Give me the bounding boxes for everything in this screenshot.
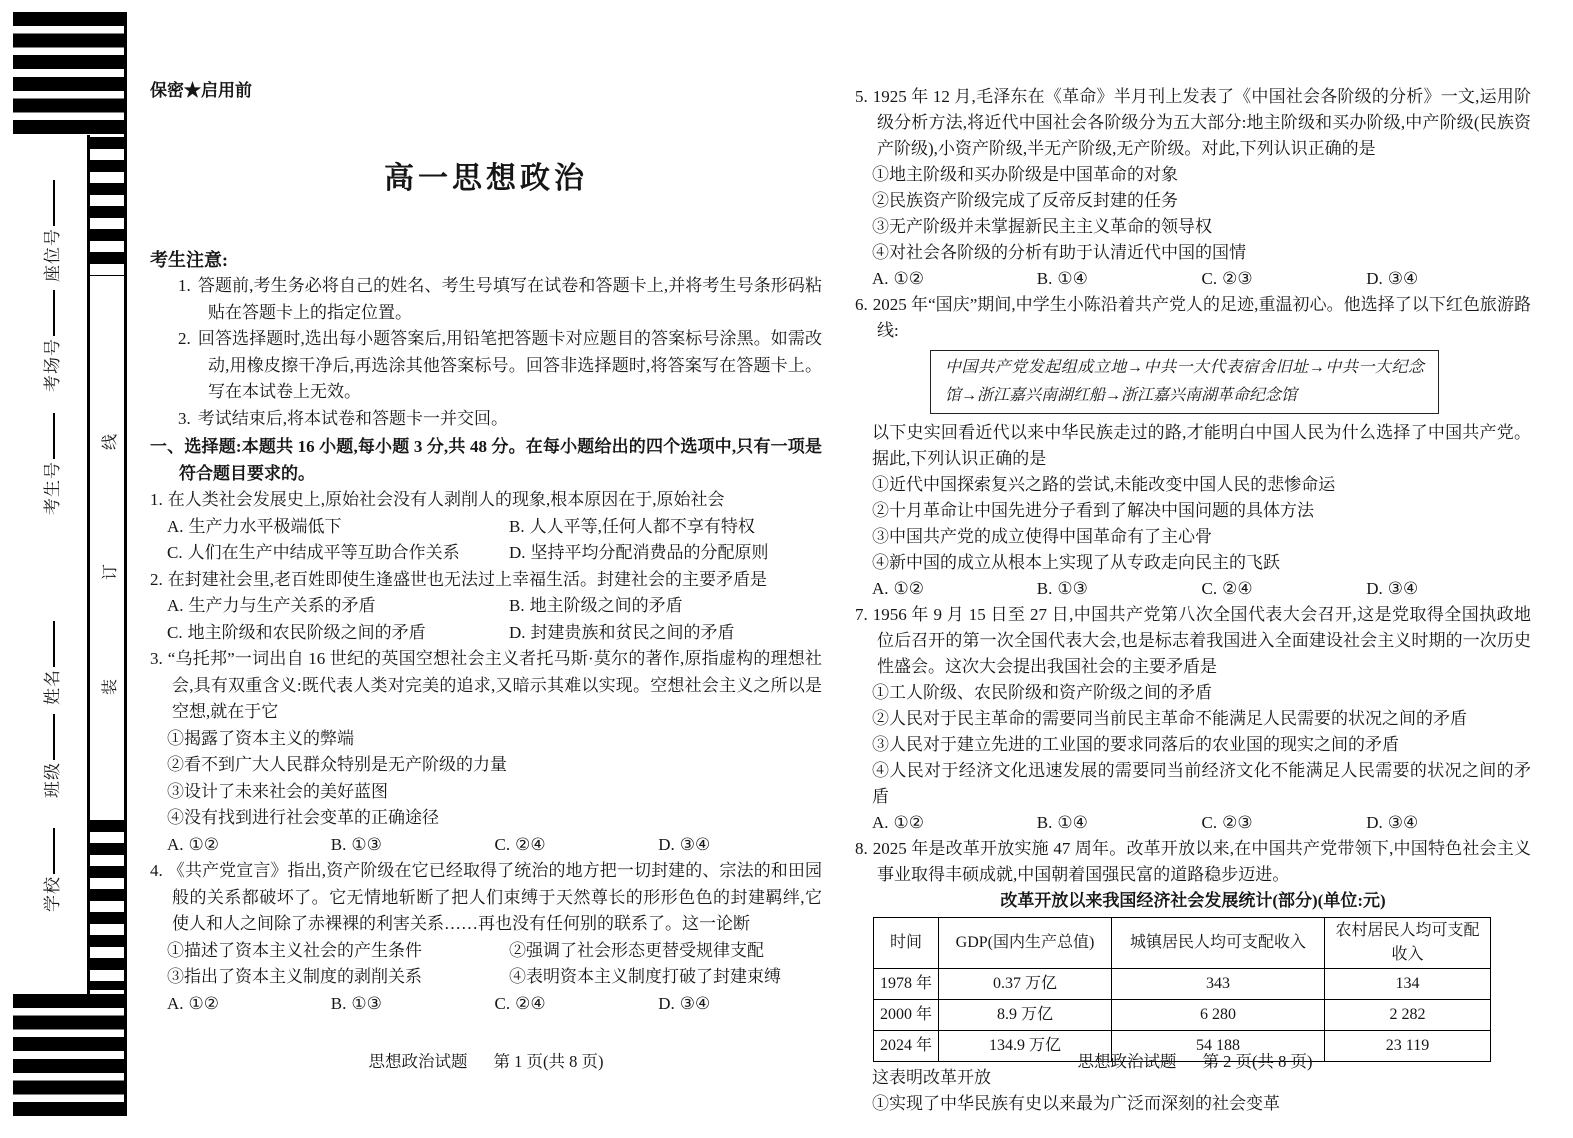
option-text: ③④ xyxy=(1387,579,1419,598)
fill-in-line xyxy=(53,828,55,874)
table-cell: 54 188 xyxy=(1112,1031,1325,1062)
question-6 xyxy=(855,292,1531,602)
exam-page-2 xyxy=(855,84,1531,1117)
exam-title: 高一思想政治 xyxy=(384,161,588,195)
option-text: ②③ xyxy=(1222,813,1253,832)
question-5 xyxy=(855,84,1531,292)
option xyxy=(1366,810,1531,836)
option xyxy=(1037,576,1202,602)
option-label: D. xyxy=(1366,269,1383,288)
table-cell: 1978 年 xyxy=(874,969,939,1000)
question-7 xyxy=(855,602,1531,836)
sub-option: ④对社会各阶级的分析有助于认清近代中国的国情 xyxy=(872,243,1246,262)
binding-stripes-top xyxy=(88,137,125,276)
section-heading: 一、选择题:本题共 16 小题,每小题 3 分,共 48 分。在每小题给出的四个选项中,只有一项是符合题目要求的。 xyxy=(150,437,822,483)
sub-option: ③中国共产党的成立使得中国革命有了主心骨 xyxy=(872,527,1212,546)
option-row xyxy=(150,620,822,647)
option-label: C. xyxy=(494,834,511,854)
option-row xyxy=(855,810,1531,836)
option xyxy=(167,991,331,1018)
option xyxy=(1202,576,1367,602)
secrecy-notice: 保密★启用前 xyxy=(150,81,252,100)
option-text: ①④ xyxy=(1057,269,1088,288)
option-text: ①② xyxy=(893,813,925,832)
option-label: D. xyxy=(509,543,526,562)
page-footer-2 xyxy=(857,1048,1533,1072)
option-text: 人人平等,任何人都不享有特权 xyxy=(529,516,755,536)
option-text: ①③ xyxy=(351,993,382,1013)
option-text: ①③ xyxy=(1057,579,1088,598)
option-text: 地主阶级和农民阶级之间的矛盾 xyxy=(187,622,426,642)
sub-option: ②看不到广大人民群众特别是无产阶级的力量 xyxy=(167,755,507,774)
question-stem-continued: 以下史实回看近代以来中华民族走过的路,才能明白中国人民为什么选择了中国共产党。据此,下列认识正确的是 xyxy=(872,423,1531,468)
table-cell: 2024 年 xyxy=(874,1031,939,1062)
sub-option: ①揭露了资本主义的弊端 xyxy=(167,728,354,748)
table-cell: 2 282 xyxy=(1325,1000,1491,1031)
notice-heading: 考生注意: xyxy=(150,249,228,270)
option-row xyxy=(150,593,822,620)
option-text: ②④ xyxy=(515,993,546,1013)
footer-page-number: 第 2 页(共 8 页) xyxy=(1202,1052,1313,1071)
table-cell: 343 xyxy=(1112,969,1325,1000)
table-row xyxy=(874,969,1491,1000)
option-label: C. xyxy=(1201,813,1218,832)
sub-option: ①地主阶级和买办阶级是中国革命的对象 xyxy=(872,165,1178,184)
footer-doc-name: 思想政治试题 xyxy=(368,1052,468,1071)
notice-item-number: 1. xyxy=(178,276,191,295)
option xyxy=(1037,810,1202,836)
option-text: ③④ xyxy=(679,834,711,854)
field-label-text: 考生号 xyxy=(43,461,62,515)
binding-char-xian: 线 xyxy=(102,433,119,450)
field-label-text: 座位号 xyxy=(43,228,62,282)
option-label: A. xyxy=(167,993,184,1013)
option xyxy=(1202,810,1367,836)
option-label: B. xyxy=(509,516,525,536)
field-label-class xyxy=(38,714,63,798)
sub-option: ③无产阶级并未掌握新民主主义革命的领导权 xyxy=(872,217,1212,236)
table-header-cell: 时间 xyxy=(874,918,939,969)
question-stem: 2025 年“国庆”期间,中学生小陈沿着共产党人的足迹,重温初心。他选择了以下红色旅游路线: xyxy=(872,295,1531,340)
question-stem: 1956 年 9 月 15 日至 27 日,中国共产党第八次全国代表大会召开,这是党取得全国执政地位后召开的第一次全国代表大会,也是标志着我国进入全面建设社会主义时期的一次历史性盛会。这次大会提出我国社会的主要矛盾是 xyxy=(872,605,1531,676)
option-label: B. xyxy=(509,596,525,615)
option-text: ②④ xyxy=(1222,579,1253,598)
option-label: A. xyxy=(167,596,184,615)
question-stem: 1925 年 12 月,毛泽东在《革命》半月刊上发表了《中国社会各阶级的分析》一文,运用阶级分析方法,将近代中国社会各阶级分为五大部分:地主阶级和买办阶级,中产阶级(民族资产阶级),小资产阶级,半无产阶级,无产阶级。对此,下列认识正确的是 xyxy=(872,87,1531,158)
table-row xyxy=(874,1000,1491,1031)
question-stem: 在人类社会发展史上,原始社会没有人剥削人的现象,根本原因在于,原始社会 xyxy=(167,490,725,509)
exam-page-1 xyxy=(150,78,822,1017)
binding-rule-left xyxy=(87,135,90,995)
option-label: B. xyxy=(330,993,347,1013)
option xyxy=(1202,266,1367,292)
option xyxy=(1366,576,1531,602)
notice-item-text: 答题前,考生务必将自己的姓名、考生号填写在试卷和答题卡上,并将考生号条形码粘贴在答题卡上的指定位置。 xyxy=(197,276,822,322)
option-label: C. xyxy=(167,543,183,562)
option-row xyxy=(855,266,1531,292)
notice-item-number: 3. xyxy=(178,408,191,428)
fill-in-line xyxy=(53,290,55,336)
option xyxy=(331,832,495,859)
notice-item-number: 2. xyxy=(178,329,191,348)
registration-bars-bottom xyxy=(13,994,124,1116)
option-label: C. xyxy=(494,993,511,1013)
option xyxy=(658,832,822,859)
table-cell: 0.37 万亿 xyxy=(939,969,1112,1000)
option xyxy=(872,266,1037,292)
table-cell: 134 xyxy=(1325,969,1491,1000)
table-cell: 6 280 xyxy=(1112,1000,1325,1031)
sub-option: ③指出了资本主义制度的剥削关系 xyxy=(167,967,422,986)
table-cell: 23 119 xyxy=(1325,1031,1491,1062)
option xyxy=(167,620,509,647)
option-row xyxy=(150,514,822,541)
option-label: D. xyxy=(509,622,526,642)
option-text: 生产力与生产关系的矛盾 xyxy=(188,596,376,615)
question-number: 7. xyxy=(855,605,868,624)
fill-in-line xyxy=(53,621,55,667)
field-label-text: 姓名 xyxy=(43,669,62,705)
table-header-cell: 城镇居民人均可支配收入 xyxy=(1112,918,1325,969)
option xyxy=(509,514,822,541)
field-label-text: 学校 xyxy=(43,876,62,912)
option-text: 生产力水平极端低下 xyxy=(188,516,342,536)
sub-option: ②民族资产阶级完成了反帝反封建的任务 xyxy=(872,191,1178,210)
question-number: 5. xyxy=(855,87,868,106)
option xyxy=(658,991,822,1018)
question-number: 3. xyxy=(150,649,163,668)
option-label: A. xyxy=(167,516,184,536)
questions-column-left xyxy=(150,487,822,1017)
fill-in-line xyxy=(53,413,55,459)
notice-item xyxy=(178,406,822,433)
option-text: ③④ xyxy=(679,993,711,1013)
option-label: D. xyxy=(1366,579,1383,598)
sub-option: ④表明资本主义制度打破了封建束缚 xyxy=(509,967,781,986)
option-text: ①④ xyxy=(1057,813,1088,832)
option-text: ①③ xyxy=(351,834,382,854)
route-box: 中国共产党发起组成立地→中共一大代表宿舍旧址→中共一大纪念馆→浙江嘉兴南湖红船→浙江嘉兴南湖革命纪念馆 xyxy=(930,350,1439,414)
sub-option: ②强调了社会形态更替受规律支配 xyxy=(509,940,764,960)
option xyxy=(167,832,331,859)
question-3 xyxy=(150,646,822,858)
option-label: D. xyxy=(658,834,675,854)
option-text: 人们在生产中结成平等互助合作关系 xyxy=(187,543,460,562)
option xyxy=(509,540,822,567)
notice-item xyxy=(178,273,822,326)
option-row xyxy=(150,540,822,567)
table-cell: 134.9 万亿 xyxy=(939,1031,1112,1062)
option-text: ①② xyxy=(188,834,220,854)
option-text: ②④ xyxy=(515,834,546,854)
sub-option-row xyxy=(150,964,822,991)
binding-char-ding: 订 xyxy=(102,563,119,580)
field-label-school xyxy=(38,828,63,912)
option-label: A. xyxy=(167,834,184,854)
page-footer-1 xyxy=(150,1048,822,1072)
option-row xyxy=(150,832,822,859)
question-number: 2. xyxy=(150,569,163,589)
sub-option: ①工人阶级、农民阶级和资产阶级之间的矛盾 xyxy=(872,683,1212,702)
notice-list xyxy=(178,273,822,432)
question-number: 4. xyxy=(150,861,163,880)
question-8 xyxy=(855,836,1531,1117)
notice-item xyxy=(178,326,822,406)
sub-option: ③设计了未来社会的美好蓝图 xyxy=(167,781,388,801)
binding-rule-right xyxy=(124,12,127,1116)
registration-bars-top xyxy=(13,12,124,134)
sub-option: ④人民对于经济文化迅速发展的需要同当前经济文化不能满足人民需要的状况之间的矛盾 xyxy=(872,761,1531,806)
binding-char-zhuang: 装 xyxy=(102,678,119,695)
option-row xyxy=(855,576,1531,602)
table-header-cell: GDP(国内生产总值) xyxy=(939,918,1112,969)
option-text: ①② xyxy=(893,269,925,288)
post-table-line: 这表明改革开放 xyxy=(872,1068,991,1087)
field-label-text: 考场号 xyxy=(43,338,62,392)
option xyxy=(167,540,509,567)
option-text: ①② xyxy=(893,579,925,598)
table-cell: 8.9 万亿 xyxy=(939,1000,1112,1031)
field-label-examinee-number xyxy=(38,413,63,515)
post-table-line: ①实现了中华民族有史以来最为广泛而深刻的社会变革 xyxy=(872,1094,1280,1113)
option-label: B. xyxy=(1036,269,1053,288)
question-stem: 在封建社会里,老百姓即使生逢盛世也无法过上幸福生活。封建社会的主要矛盾是 xyxy=(167,569,767,589)
sub-option: ④没有找到进行社会变革的正确途径 xyxy=(167,808,439,827)
option-text: 封建贵族和贫民之间的矛盾 xyxy=(530,622,735,642)
field-label-text: 班级 xyxy=(43,762,62,798)
table-cell: 2000 年 xyxy=(874,1000,939,1031)
option xyxy=(509,593,822,620)
option-label: B. xyxy=(330,834,347,854)
question-number: 8. xyxy=(855,839,868,858)
option-text: ③④ xyxy=(1387,269,1419,288)
option-text: 地主阶级之间的矛盾 xyxy=(529,596,683,615)
option-text: ②③ xyxy=(1222,269,1253,288)
option xyxy=(509,620,822,647)
question-number: 1. xyxy=(150,490,163,509)
sub-option: ①近代中国探索复兴之路的尝试,未能改变中国人民的悲惨命运 xyxy=(872,475,1336,494)
question-number: 6. xyxy=(855,295,868,314)
option xyxy=(495,991,659,1018)
option xyxy=(872,810,1037,836)
option-label: C. xyxy=(167,622,183,642)
question-stem: 《共产党宣言》指出,资产阶级在它已经取得了统治的地方把一切封建的、宗法的和田园般的关系都破坏了。它无情地斩断了把人们束缚于天然尊长的形形色色的封建羁绊,它使人和人之间除了赤裸裸的利害关系……再也没有任何别的联系了。这一论断 xyxy=(167,861,822,933)
option-text: ③④ xyxy=(1387,813,1419,832)
table-header-cell: 农村居民人均可支配收入 xyxy=(1325,918,1491,969)
option-label: A. xyxy=(872,579,889,598)
option-label: C. xyxy=(1201,269,1218,288)
fill-in-line xyxy=(53,180,55,226)
binding-stripes-bottom xyxy=(88,820,125,990)
option-label: A. xyxy=(872,269,889,288)
option-text: ①② xyxy=(188,993,220,1013)
question-1 xyxy=(150,487,822,567)
option-label: D. xyxy=(658,993,675,1013)
option-label: B. xyxy=(1036,813,1053,832)
option-label: D. xyxy=(1366,813,1383,832)
sub-option-row xyxy=(150,938,822,965)
notice-item-text: 回答选择题时,选出每小题答案后,用铅笔把答题卡对应题目的答案标号涂黑。如需改动,用橡皮擦干净后,再选涂其他答案标号。回答非选择题时,将答案写在答题卡上。写在本试卷上无效。 xyxy=(197,329,822,401)
option xyxy=(331,991,495,1018)
sub-option: ②十月革命让中国先进分子看到了解决中国问题的具体方法 xyxy=(872,501,1314,520)
question-stem: 2025 年是改革开放实施 47 周年。改革开放以来,在中国共产党带领下,中国特色社会主义事业取得丰硕成就,中国朝着国强民富的道路稳步迈进。 xyxy=(872,839,1531,884)
field-label-exam-room xyxy=(38,290,63,392)
stats-table xyxy=(873,917,1491,1062)
option xyxy=(872,576,1037,602)
question-2 xyxy=(150,567,822,647)
sub-option: ④新中国的成立从根本上实现了从专政走向民主的飞跃 xyxy=(872,553,1280,572)
footer-page-number: 第 1 页(共 8 页) xyxy=(493,1052,604,1071)
option xyxy=(167,514,509,541)
fill-in-line xyxy=(53,714,55,760)
table-title: 改革开放以来我国经济社会发展统计(部分)(单位:元) xyxy=(1000,891,1386,910)
option xyxy=(1037,266,1202,292)
option-label: C. xyxy=(1201,579,1218,598)
option xyxy=(167,593,509,620)
footer-doc-name: 思想政治试题 xyxy=(1077,1052,1177,1071)
table-header-row xyxy=(874,918,1491,969)
field-label-seat-number xyxy=(38,180,63,282)
question-stem: “乌托邦”一词出自 16 世纪的英国空想社会主义者托马斯·莫尔的著作,原指虚构的理想社会,具有双重含义:既代表人类对完美的追求,又暗示其难以实现。空想社会主义之所以是空想,就在于它 xyxy=(167,649,822,721)
option xyxy=(1366,266,1531,292)
questions-column-right xyxy=(855,84,1531,1117)
sub-option: ①描述了资本主义社会的产生条件 xyxy=(167,940,422,960)
sub-option: ②人民对于民主革命的需要同当前民主革命不能满足人民需要的状况之间的矛盾 xyxy=(872,709,1467,728)
option-text: 坚持平均分配消费品的分配原则 xyxy=(530,543,769,562)
option-row xyxy=(150,991,822,1018)
sub-option: ③人民对于建立先进的工业国的要求同落后的农业国的现实之间的矛盾 xyxy=(872,735,1399,754)
notice-item-text: 考试结束后,将本试卷和答题卡一并交回。 xyxy=(197,408,508,428)
option-label: A. xyxy=(872,813,889,832)
question-4 xyxy=(150,858,822,1017)
option-label: B. xyxy=(1036,579,1053,598)
option xyxy=(495,832,659,859)
field-label-name xyxy=(38,621,63,705)
